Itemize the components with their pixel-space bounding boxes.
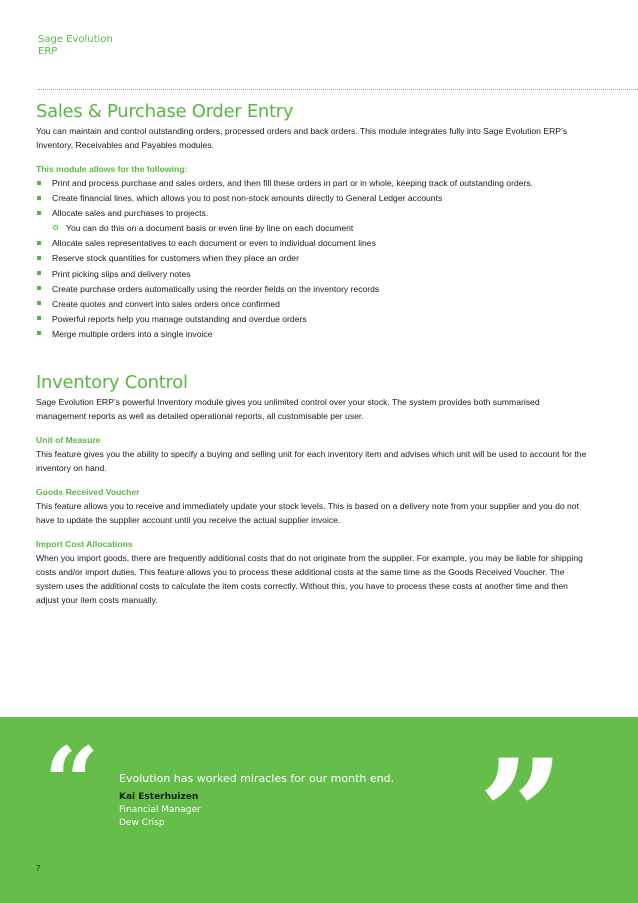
- feature-heading-goods-received-voucher: Goods Received Voucher: [36, 486, 140, 497]
- feature-text-goods-received-voucher: This feature allows you to receive and immediately update your stock levels. This is based on a delivery note from your supplier and you do not have to update the supplier account until you receive the actual supplier invoice.: [36, 500, 579, 525]
- list-item: Powerful reports help you manage outstanding and overdue orders: [36, 312, 592, 326]
- inventory-intro: Sage Evolution ERP’s powerful Inventory module gives you unlimited control over your stock. The system provides both summarised management reports as well as detailed operational reports, all customisable per user.: [36, 396, 540, 421]
- feature-text-import-cost-allocations: When you import goods, there are frequently additional costs that do not originate from the supplier. For example, you may be liable for shipping costs and/or import duties. This feature allows you to process these additional costs at the same time as the Goods Received Voucher. The system uses the additional costs to calculate the item costs correctly. Without this, you have to process these costs at another time and then adjust your item costs manually.: [36, 552, 583, 605]
- open-quote-icon: “: [44, 726, 100, 839]
- list-item: Create quotes and convert into sales orders once confirmed: [36, 297, 592, 311]
- bullet-square-icon: [37, 196, 41, 200]
- page-content: [36, 100, 592, 607]
- sales-title: Sales & Purchase Order Entry: [36, 101, 294, 122]
- brand-line-2: ERP: [38, 46, 58, 57]
- testimonial-quote: Evolution has worked miracles for our month end.: [119, 772, 395, 785]
- inventory-section: [36, 371, 592, 607]
- list-item: Allocate sales representatives to each document or even to individual document lines: [36, 236, 592, 250]
- sales-feature-list: [36, 176, 592, 341]
- bullet-circle-icon: [53, 225, 58, 230]
- sales-section: [36, 100, 592, 341]
- bullet-square-icon: [37, 181, 41, 185]
- list-item: Allocate sales and purchases to projects.: [36, 206, 592, 220]
- list-item: Reserve stock quantities for customers when they place an order: [36, 251, 592, 265]
- page-number: 7: [36, 864, 41, 873]
- sales-intro: You can maintain and control outstanding orders, processed orders and back orders. This module integrates fully into Sage Evolution ERP’s Inventory, Receivables and Payables modules.: [36, 126, 568, 150]
- close-quote-icon: ”: [478, 727, 553, 903]
- bullet-square-icon: [37, 256, 41, 260]
- bullet-square-icon: [37, 331, 41, 335]
- testimonial-company: Dew Crisp: [119, 818, 165, 828]
- list-item: Create financial lines, which allows you to post non-stock amounts directly to General Ledger accounts: [36, 191, 592, 205]
- list-item: Print and process purchase and sales orders, and then fill these orders in part or in whole, keeping track of outstanding orders.: [36, 176, 592, 190]
- feature-heading-unit-of-measure: Unit of Measure: [36, 434, 101, 445]
- brand-line-1: Sage Evolution: [38, 34, 113, 45]
- bullet-square-icon: [37, 286, 41, 290]
- bullet-square-icon: [37, 316, 41, 320]
- testimonial-name: Kai Esterhuizen: [119, 792, 199, 802]
- inventory-title: Inventory Control: [36, 371, 188, 393]
- list-item: Create purchase orders automatically using the reorder fields on the inventory records: [36, 282, 592, 296]
- testimonial-role: Financial Manager: [119, 805, 201, 815]
- brand-logo-text: [38, 34, 113, 58]
- bullet-square-icon: [37, 301, 41, 305]
- dotted-divider: [38, 89, 638, 90]
- bullet-square-icon: [37, 271, 41, 275]
- bullet-square-icon: [37, 241, 41, 245]
- list-item: Merge multiple orders into a single invoice: [36, 327, 592, 341]
- feature-text-unit-of-measure: This feature gives you the ability to specify a buying and selling unit for each inventory item and advises which unit will be used to account for the inventory on hand.: [36, 448, 587, 473]
- feature-heading-import-cost-allocations: Import Cost Allocations: [36, 538, 133, 549]
- list-item: Print picking slips and delivery notes: [36, 267, 592, 281]
- list-subitem: You can do this on a document basis or even line by line on each document: [36, 221, 592, 235]
- sales-subheading: This module allows for the following:: [36, 164, 188, 174]
- bullet-square-icon: [37, 211, 41, 215]
